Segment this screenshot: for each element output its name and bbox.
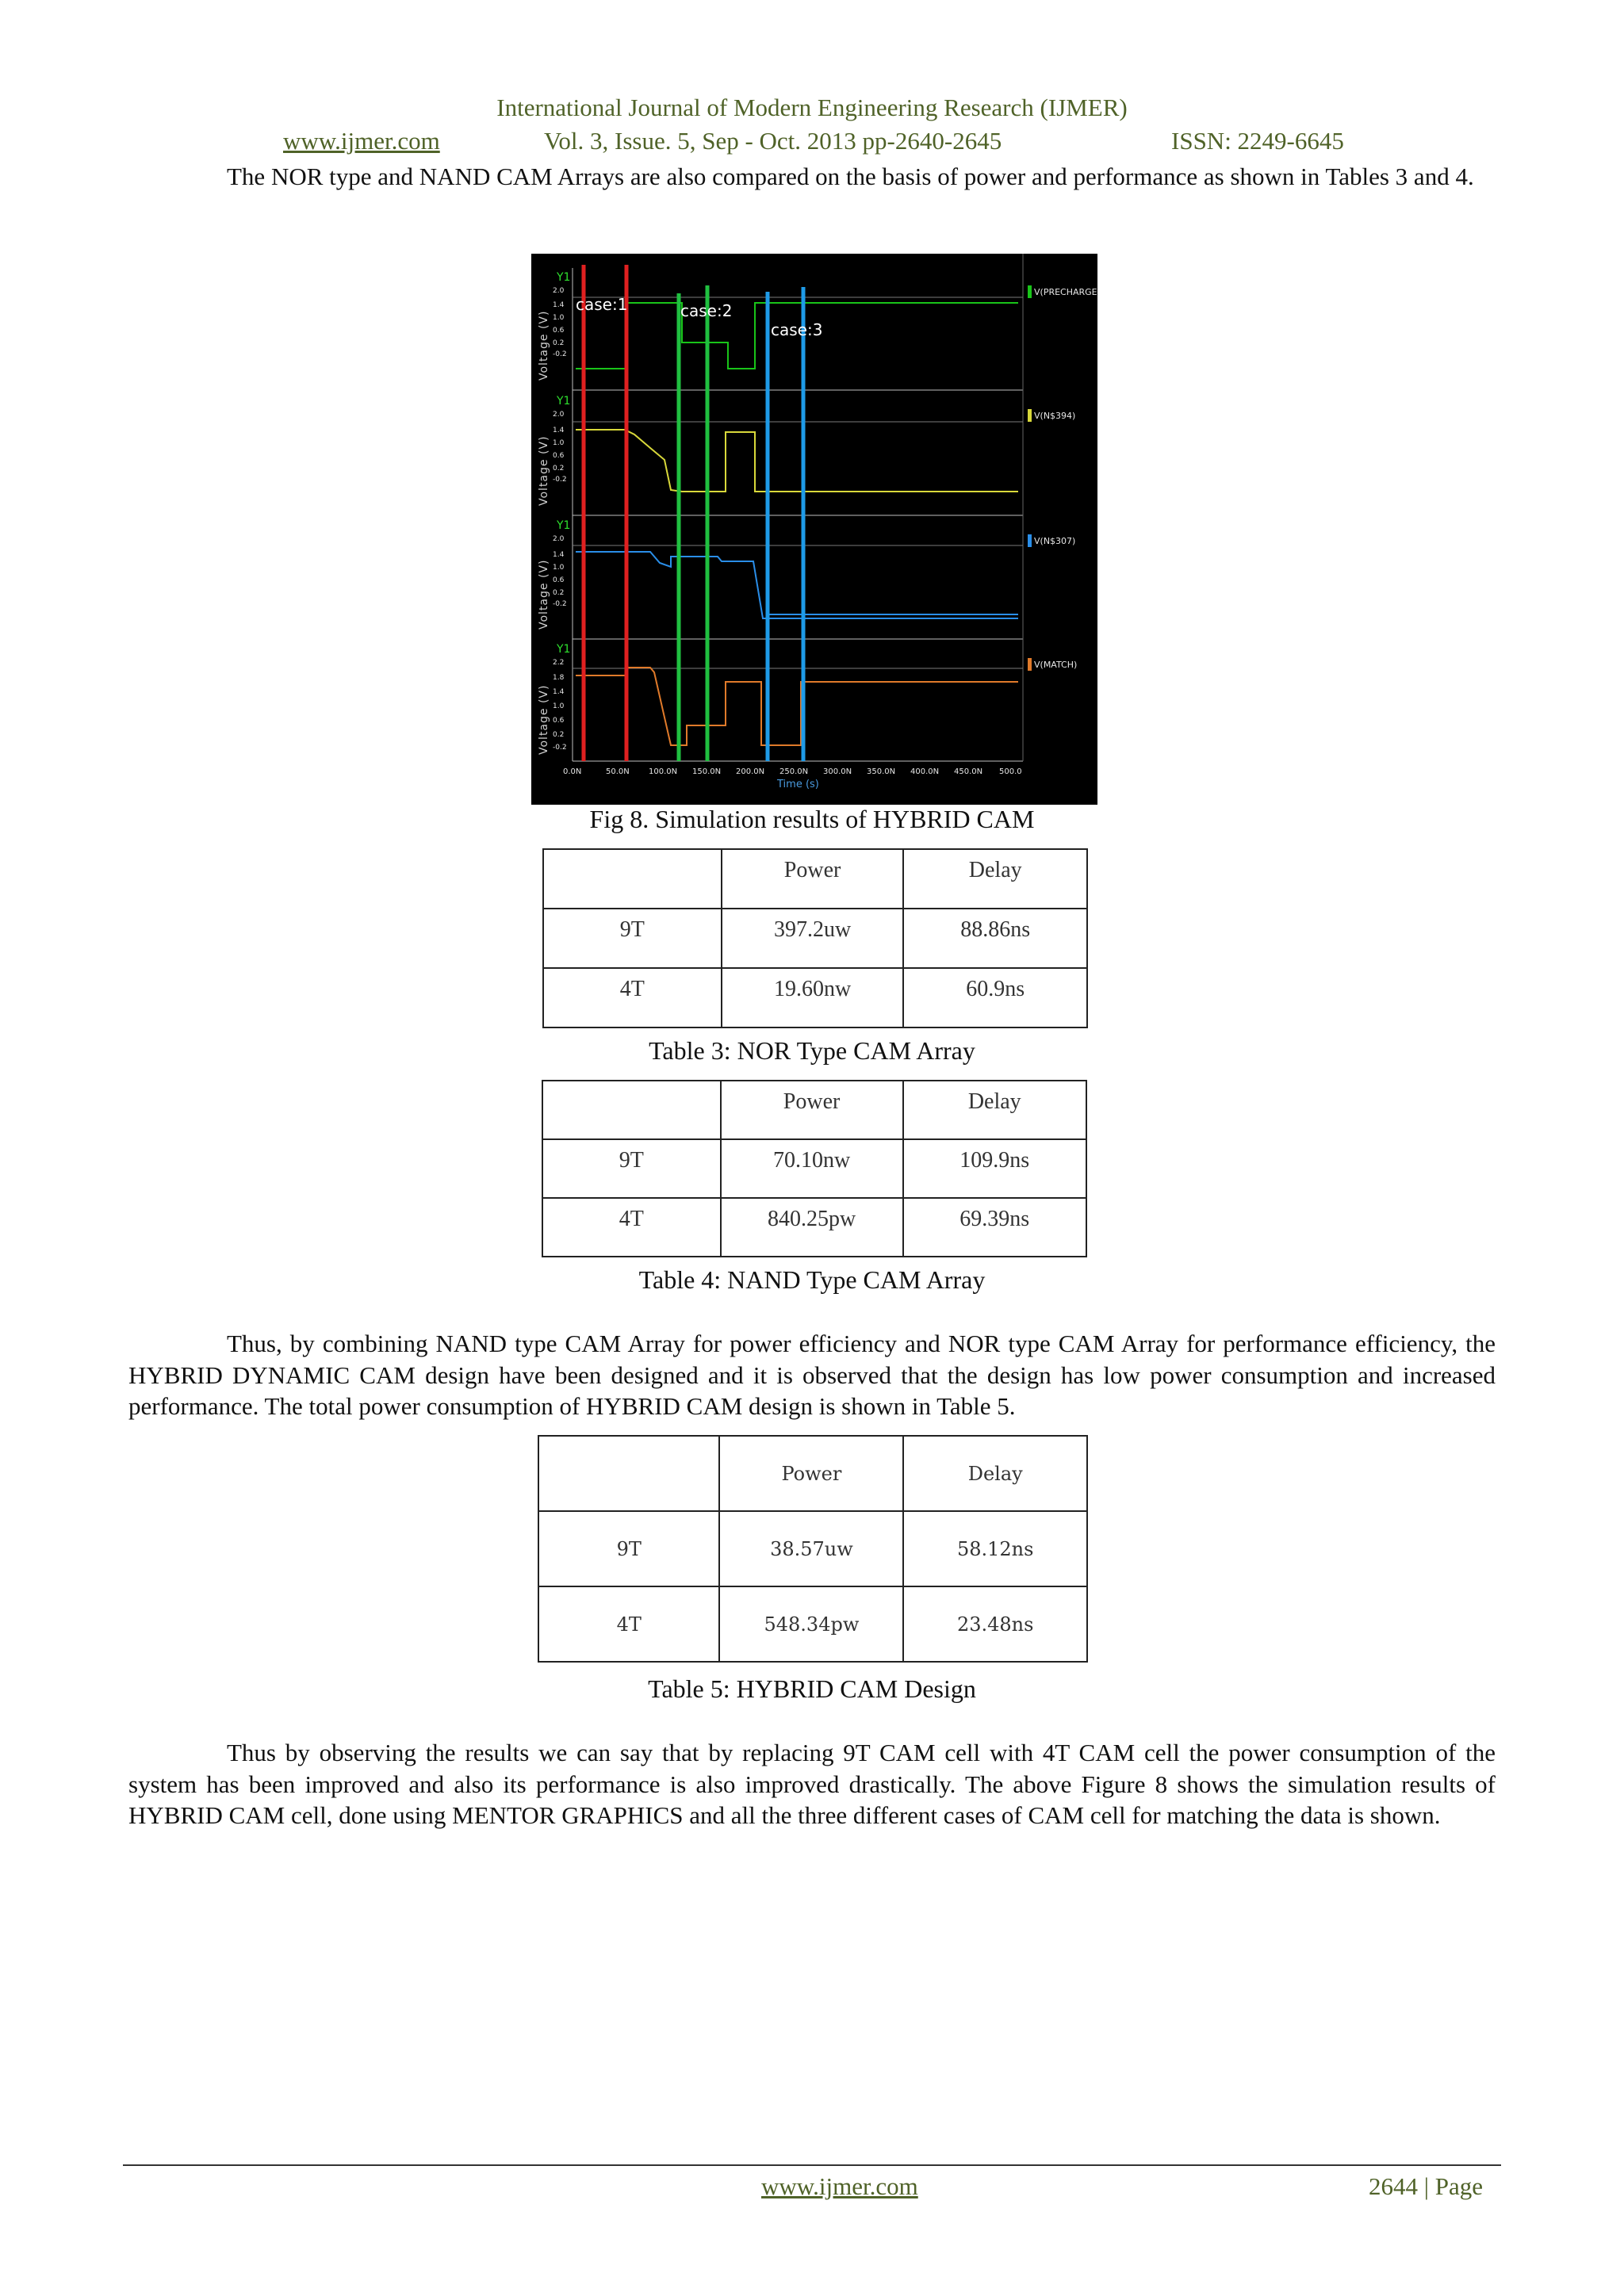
- table-cell: [538, 1436, 719, 1511]
- journal-title: International Journal of Modern Engineering Research (IJMER): [496, 94, 1128, 121]
- case3-label: case:3: [771, 320, 823, 339]
- table-cell: 23.48ns: [903, 1586, 1087, 1662]
- ytick: 2.0: [553, 411, 565, 419]
- intro-paragraph: The NOR type and NAND CAM Arrays are also compared on the basis of power and performance as shown in Tables 3 and 4.: [227, 163, 1474, 190]
- table-cell: 9T: [542, 1139, 721, 1198]
- ytick: 0.2: [553, 589, 565, 597]
- ytick: 1.0: [553, 439, 565, 447]
- ytick: 0.6: [553, 576, 565, 584]
- paragraph-3: Thus by observing the results we can say that by replacing 9T CAM cell with 4T CAM cell the power consumption of the system has been improved and also its performance is also improved drastically. The above Figure 8 shows the simulation results of HYBRID CAM cell, done using MENTOR GRAPHICS and all the three different cases of CAM cell for matching the data is shown.: [128, 1739, 1496, 1829]
- ytick: 0.2: [553, 465, 565, 473]
- legend-swatch-n394: [1028, 409, 1032, 422]
- table-cell: [543, 849, 722, 909]
- ytick: -0.2: [553, 350, 567, 358]
- panel-tag-2: Y1: [557, 395, 571, 408]
- header-issn: ISSN: 2249-6645: [1171, 127, 1344, 155]
- xtick: 450.0N: [954, 767, 983, 776]
- table-header-row: [538, 1436, 1087, 1511]
- table-cell: Delay: [903, 1081, 1086, 1139]
- xtick: 100.0N: [649, 767, 678, 776]
- ytick: 0.6: [553, 452, 565, 460]
- xtick: 300.0N: [823, 767, 852, 776]
- xtick: 350.0N: [867, 767, 896, 776]
- legend-n394: V(N$394): [1034, 411, 1076, 421]
- ytick: 1.8: [553, 674, 565, 682]
- panel-tag-3: Y1: [557, 519, 571, 532]
- footer-rule: [123, 2164, 1501, 2166]
- footer-website-link[interactable]: www.ijmer.com: [761, 2172, 918, 2200]
- xtick: 50.0N: [606, 767, 630, 776]
- table-cell: 60.9ns: [903, 968, 1087, 1027]
- xtick: 0.0N: [563, 767, 582, 776]
- header-website-link[interactable]: www.ijmer.com: [283, 127, 440, 155]
- simulation-figure: [531, 254, 1097, 805]
- table-cell: Power: [722, 849, 904, 909]
- table-cell: Power: [721, 1081, 903, 1139]
- ylabel-4: Voltage (V): [538, 684, 550, 755]
- table-cell: 88.86ns: [903, 909, 1087, 968]
- ytick: 1.4: [553, 688, 565, 696]
- figure-caption: Fig 8. Simulation results of HYBRID CAM: [589, 805, 1035, 833]
- legend-match: V(MATCH): [1034, 660, 1078, 670]
- paragraph-2: Thus, by combining NAND type CAM Array for power efficiency and NOR type CAM Array for performance efficiency, the HYBRID DYNAMIC CAM design have been designed and it is observed that the design has low power consumption and increased performance. The total power consumption of HYBRID CAM design is shown in Table 5.: [128, 1330, 1496, 1420]
- table-cell: 58.12ns: [903, 1511, 1087, 1586]
- legend-swatch-n307: [1028, 534, 1032, 547]
- table-cell: [542, 1081, 721, 1139]
- ytick: 1.0: [553, 314, 565, 322]
- table-cell: 4T: [543, 968, 722, 1027]
- ytick: 0.6: [553, 327, 565, 335]
- table-5-caption: Table 5: HYBRID CAM Design: [648, 1674, 976, 1703]
- ylabel-3: Voltage (V): [538, 559, 550, 629]
- ytick: 1.4: [553, 427, 565, 434]
- table-cell: 840.25pw: [721, 1198, 903, 1257]
- table-cell: 109.9ns: [903, 1139, 1086, 1198]
- ytick: 1.4: [553, 551, 565, 559]
- table-4-caption: Table 4: NAND Type CAM Array: [638, 1265, 986, 1294]
- xtick: 150.0N: [692, 767, 722, 776]
- table-row: [543, 909, 1087, 968]
- ytick: -0.2: [553, 476, 567, 484]
- table-row: [538, 1586, 1087, 1662]
- ylabel-2: Voltage (V): [538, 435, 550, 506]
- table-5: [538, 1435, 1088, 1663]
- ytick: 1.0: [553, 702, 565, 710]
- table-cell: 69.39ns: [903, 1198, 1086, 1257]
- ytick: 1.0: [553, 564, 565, 572]
- legend-swatch-match: [1028, 658, 1032, 671]
- ytick: 0.2: [553, 731, 565, 739]
- trace-n394: [576, 430, 1018, 492]
- table-cell: Delay: [903, 849, 1087, 909]
- ytick: -0.2: [553, 600, 567, 608]
- legend-n307: V(N$307): [1034, 536, 1076, 546]
- panel-tag-1: Y1: [557, 271, 571, 284]
- table-3-caption: Table 3: NOR Type CAM Array: [649, 1036, 975, 1065]
- table-4: [542, 1080, 1087, 1257]
- ytick: 1.4: [553, 301, 565, 309]
- table-row: [543, 968, 1087, 1027]
- table-cell: 70.10nw: [721, 1139, 903, 1198]
- table-header-row: [543, 849, 1087, 909]
- table-cell: 9T: [543, 909, 722, 968]
- ytick: 2.2: [553, 659, 565, 667]
- ytick: 0.6: [553, 717, 565, 725]
- table-3: [542, 848, 1088, 1028]
- table-cell: 4T: [542, 1198, 721, 1257]
- table-row: [542, 1139, 1086, 1198]
- table-cell: 548.34pw: [719, 1586, 903, 1662]
- ytick: 2.0: [553, 535, 565, 543]
- table-header-row: [542, 1081, 1086, 1139]
- table-cell: 397.2uw: [722, 909, 904, 968]
- table-cell: 38.57uw: [719, 1511, 903, 1586]
- case1-label: case:1: [576, 295, 628, 314]
- table-row: [542, 1198, 1086, 1257]
- case2-label: case:2: [680, 301, 733, 320]
- legend-precharge: V(PRECHARGE: [1034, 287, 1097, 297]
- table-cell: 19.60nw: [722, 968, 904, 1027]
- x-axis-label: Time (s): [777, 779, 819, 790]
- trace-match: [576, 668, 1018, 745]
- xtick: 500.0: [999, 767, 1022, 776]
- table-cell: Delay: [903, 1436, 1087, 1511]
- xtick: 250.0N: [779, 767, 809, 776]
- trace-n307: [576, 552, 1018, 618]
- ytick: 0.2: [553, 339, 565, 347]
- table-row: [538, 1511, 1087, 1586]
- xtick: 200.0N: [736, 767, 765, 776]
- legend-swatch-precharge: [1028, 285, 1032, 298]
- table-cell: Power: [719, 1436, 903, 1511]
- xtick: 400.0N: [910, 767, 940, 776]
- footer-page-number: 2644 | Page: [1369, 2172, 1483, 2200]
- table-cell: 9T: [538, 1511, 719, 1586]
- header-volume: Vol. 3, Issue. 5, Sep - Oct. 2013 pp-2640-2645: [544, 127, 1002, 155]
- table-cell: 4T: [538, 1586, 719, 1662]
- ylabel-1: Voltage (V): [538, 310, 550, 381]
- ytick: -0.2: [553, 744, 567, 752]
- panel-tag-4: Y1: [557, 643, 571, 656]
- ytick: 2.0: [553, 287, 565, 295]
